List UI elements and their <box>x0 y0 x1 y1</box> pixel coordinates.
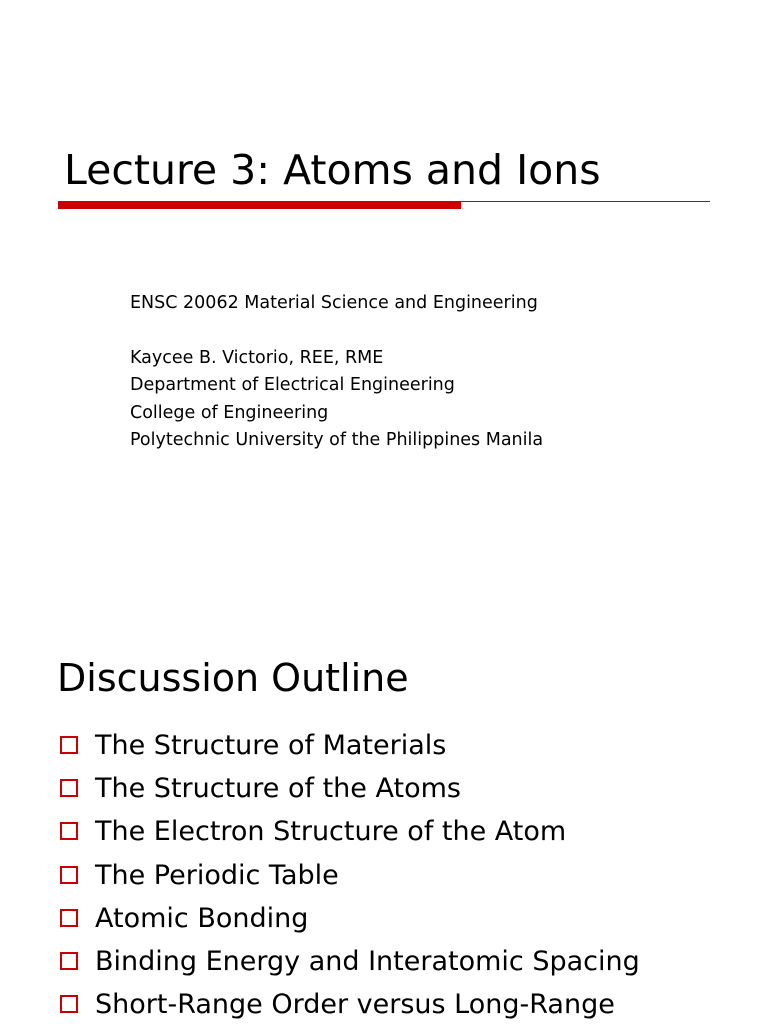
title-underline-thick <box>58 201 461 209</box>
outline-item <box>58 940 640 983</box>
outline-item-label: Binding Energy and Interatomic Spacing <box>95 945 640 977</box>
author-name: Kaycee B. Victorio, REE, RME <box>130 347 384 368</box>
outline-item <box>58 897 640 940</box>
square-bullet-icon <box>60 822 78 840</box>
outline-item-label: The Electron Structure of the Atom <box>95 816 567 848</box>
outline-item-label: Atomic Bonding <box>95 902 309 934</box>
title-underline-thin <box>461 201 710 202</box>
college-name: College of Engineering <box>130 402 329 423</box>
outline-item-label: The Structure of the Atoms <box>95 773 461 805</box>
outline-item-label: Short-Range Order versus Long-Range <box>95 989 615 1021</box>
square-bullet-icon <box>60 779 78 797</box>
department-name: Department of Electrical Engineering <box>130 375 455 395</box>
square-bullet-icon <box>60 866 78 884</box>
outline-item <box>58 983 640 1026</box>
square-bullet-icon <box>60 995 78 1013</box>
outline-item <box>58 724 640 767</box>
outline-item-label: The Periodic Table <box>95 859 339 891</box>
square-bullet-icon <box>60 909 78 927</box>
outline-item <box>58 810 640 853</box>
course-name: ENSC 20062 Material Science and Engineering <box>130 293 538 313</box>
slide-title: Lecture 3: Atoms and Ions <box>64 146 601 194</box>
outline-item <box>58 854 640 897</box>
outline-heading: Discussion Outline <box>57 656 409 700</box>
outline-list <box>58 724 640 1026</box>
outline-item-label: The Structure of Materials <box>95 730 447 761</box>
outline-item <box>58 767 640 810</box>
university-name: Polytechnic University of the Philippines Manila <box>130 430 544 450</box>
slide-info-block <box>130 290 543 455</box>
square-bullet-icon <box>60 952 78 970</box>
square-bullet-icon <box>60 736 78 754</box>
